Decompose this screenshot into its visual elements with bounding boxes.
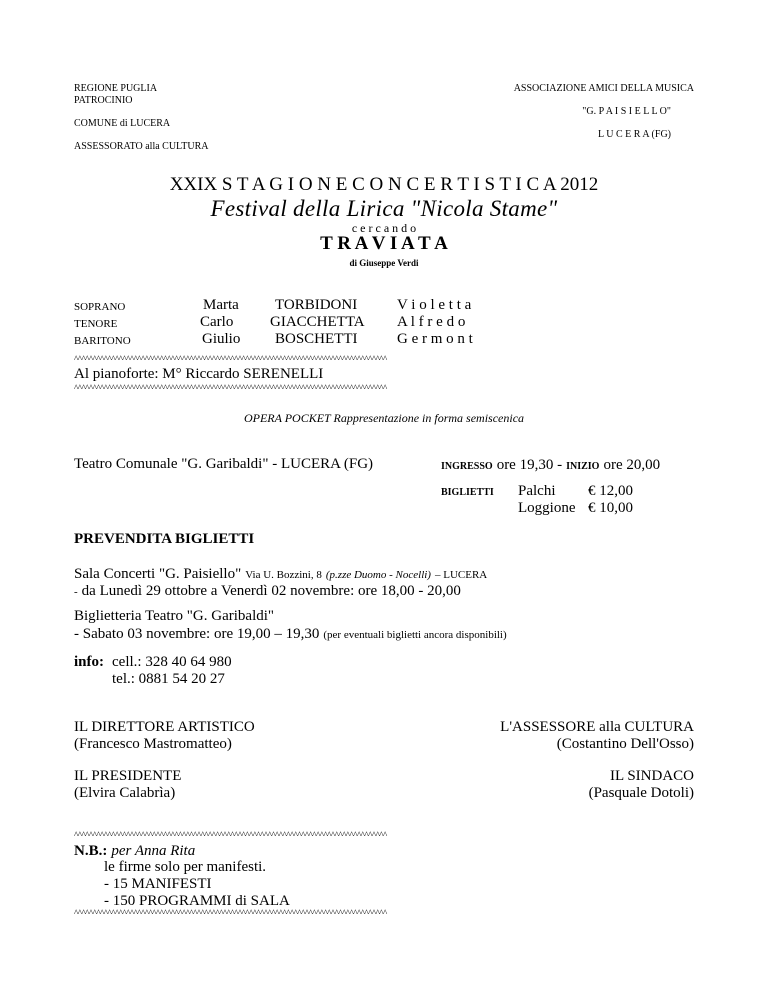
first-name-tenore: Carlo xyxy=(200,314,234,330)
info-label: info: xyxy=(74,654,104,670)
nb-line-3: - 150 PROGRAMMI di SALA xyxy=(104,893,290,909)
composer: di Giuseppe Verdi xyxy=(349,258,419,268)
info-tel: tel.: 0881 54 20 27 xyxy=(112,671,225,687)
last-name-tenore: GIACCHETTA xyxy=(270,314,365,330)
venue: Teatro Comunale "G. Garibaldi" - LUCERA (FG) xyxy=(74,456,374,472)
cercando-text: c e r c a n d o xyxy=(351,221,417,235)
first-name-soprano: Marta xyxy=(203,297,239,313)
ticket-name-loggione: Loggione xyxy=(518,500,576,516)
voice-soprano: SOPRANO xyxy=(74,301,126,313)
header-paisiello: "G. P A I S I E L L O" xyxy=(582,106,671,117)
header-comune: COMUNE di LUCERA xyxy=(74,118,171,129)
nb-separator-bottom: ^^^^^^^^^^^^^^^^^^^^^^^^^^^^^^^^^^^^^^^^^^^^^^^^^^^^^^^^^^^^^^^^^^^^^^^^^^^^^^^^^^^^ xyxy=(74,908,387,918)
festival-title: Festival della Lirica "Nicola Stame" xyxy=(210,196,558,221)
sala-dash: - xyxy=(74,586,78,598)
opera-title: T R A V I A T A xyxy=(320,233,448,254)
role-violetta: V i o l e t t a xyxy=(397,297,472,313)
opera-pocket-note: OPERA POCKET Rappresentazione in forma semiscenica xyxy=(243,411,525,425)
sala-address: Via U. Bozzini, 8 xyxy=(245,569,322,581)
voice-tenore: TENORE xyxy=(74,318,118,330)
director-title: IL DIRETTORE ARTISTICO xyxy=(74,719,255,735)
season-title: XXIX S T A G I O N E C O N C E R T I S T I C A 2012 xyxy=(169,174,599,195)
ticket-name-palchi: Palchi xyxy=(518,483,556,499)
role-alfredo: A l f r e d o xyxy=(397,314,466,330)
biglietteria-title: Biglietteria Teatro "G. Garibaldi" xyxy=(74,608,275,624)
president-title: IL PRESIDENTE xyxy=(74,768,182,784)
sala-concerti-line xyxy=(74,565,487,583)
ingresso-line xyxy=(441,456,660,474)
ingresso-label: INGRESSO xyxy=(441,461,493,472)
nb-line-2: - 15 MANIFESTI xyxy=(104,876,212,892)
nb-label: N.B.: xyxy=(74,843,108,859)
first-name-baritono: Giulio xyxy=(202,331,241,347)
last-name-baritono: BOSCHETTI xyxy=(275,331,358,347)
sala-name: Sala Concerti "G. Paisiello" xyxy=(74,566,242,582)
biglietteria-line xyxy=(74,625,507,643)
inizio-label: INIZIO xyxy=(566,461,600,472)
sindaco-name: (Pasquale Dotoli) xyxy=(588,785,694,801)
header-association: ASSOCIAZIONE AMICI DELLA MUSICA xyxy=(513,83,694,94)
nb-heading xyxy=(74,842,195,860)
separator-bottom: ^^^^^^^^^^^^^^^^^^^^^^^^^^^^^^^^^^^^^^^^^^^^^^^^^^^^^^^^^^^^^^^^^^^^^^^^^^^^^^^^^^^^ xyxy=(74,383,387,393)
ingresso-value: ore 19,30 - xyxy=(496,457,563,473)
president-name: (Elvira Calabrìa) xyxy=(74,785,176,801)
header-lucera: L U C E R A (FG) xyxy=(598,129,671,140)
nb-recipient: per Anna Rita xyxy=(111,843,196,859)
inizio-value: ore 20,00 xyxy=(603,457,661,473)
nb-separator-top: ^^^^^^^^^^^^^^^^^^^^^^^^^^^^^^^^^^^^^^^^^^^^^^^^^^^^^^^^^^^^^^^^^^^^^^^^^^^^^^^^^^^^ xyxy=(74,830,387,840)
biglietti-label: BIGLIETTI xyxy=(441,487,494,498)
role-germont: G e r m o n t xyxy=(397,331,473,347)
sala-dates: da Lunedì 29 ottobre a Venerdì 02 novembre: ore 18,00 - 20,00 xyxy=(81,583,461,599)
sala-city: – LUCERA xyxy=(434,569,488,581)
info-cell: cell.: 328 40 64 980 xyxy=(112,654,232,670)
pianist: Al pianoforte: M° Riccardo SERENELLI xyxy=(74,366,324,382)
ticket-price-palchi: € 12,00 xyxy=(588,483,633,499)
last-name-soprano: TORBIDONI xyxy=(275,297,358,313)
ticket-price-loggione: € 10,00 xyxy=(588,500,633,516)
director-name: (Francesco Mastromatteo) xyxy=(74,736,232,752)
biglietteria-note: (per eventuali biglietti ancora disponibili) xyxy=(323,629,507,641)
prevendita-heading: PREVENDITA BIGLIETTI xyxy=(74,531,255,547)
nb-line-1: le firme solo per manifesti. xyxy=(104,859,267,875)
header-patrocinio: PATROCINIO xyxy=(74,95,133,106)
sala-dates-line xyxy=(74,582,461,600)
separator-top: ^^^^^^^^^^^^^^^^^^^^^^^^^^^^^^^^^^^^^^^^^^^^^^^^^^^^^^^^^^^^^^^^^^^^^^^^^^^^^^^^^^^^ xyxy=(74,354,387,364)
biglietteria-when: - Sabato 03 novembre: ore 19,00 – 19,30 xyxy=(74,626,320,642)
sala-address-note: (p.zze Duomo - Nocelli) xyxy=(325,569,431,581)
assessore-title: L'ASSESSORE alla CULTURA xyxy=(500,719,694,735)
header-region: REGIONE PUGLIA xyxy=(74,83,158,94)
assessore-name: (Costantino Dell'Osso) xyxy=(556,736,694,752)
voice-baritono: BARITONO xyxy=(74,335,131,347)
sindaco-title: IL SINDACO xyxy=(609,768,694,784)
header-assessorato: ASSESSORATO alla CULTURA xyxy=(74,141,209,152)
